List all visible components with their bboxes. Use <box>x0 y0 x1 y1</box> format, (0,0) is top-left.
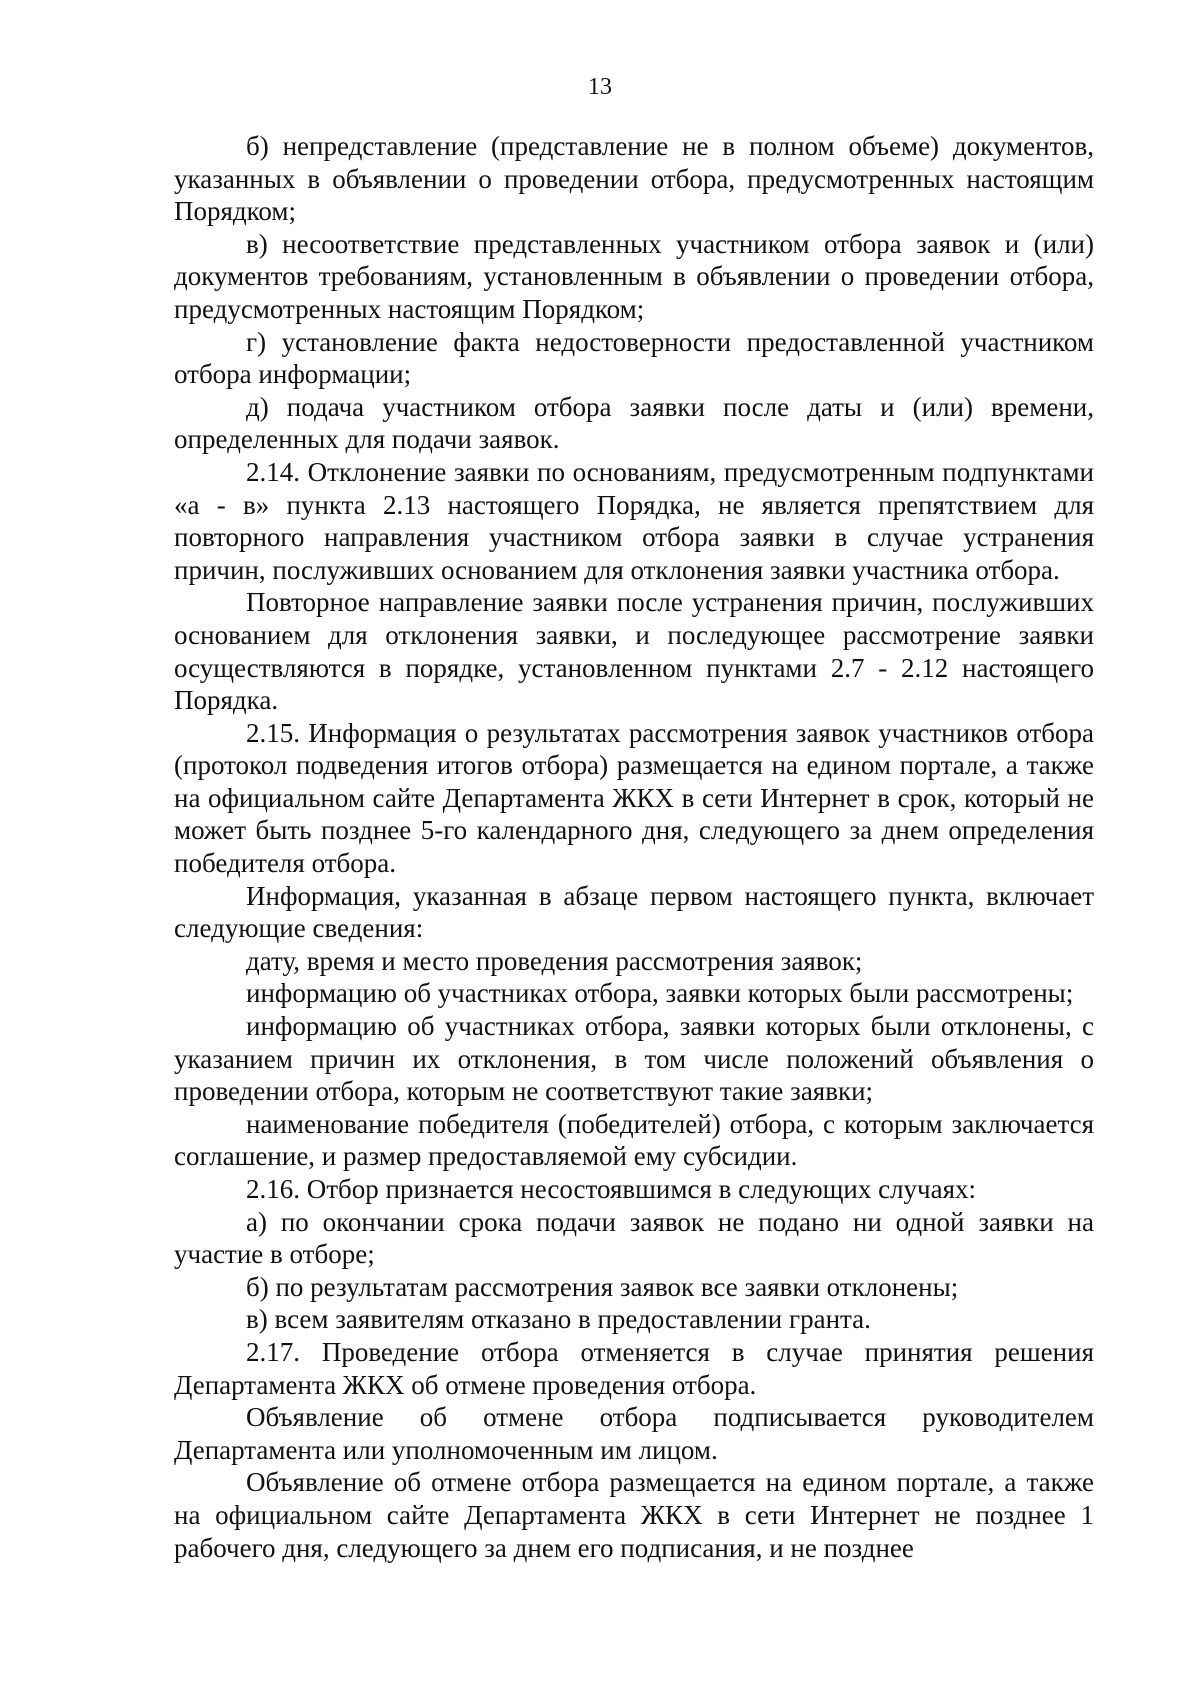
paragraph-resubmission: Повторное направление заявки после устранения причин, послуживших основанием для отклонения заявки, и последующее рассмотрение заявки осуществляются в порядке, установленном пунктами 2.7 - 2.12 настоящего Порядка. <box>174 587 1094 716</box>
paragraph-cancel-published: Объявление об отмене отбора размещается на едином портале, а также на официальном сайте Департамента ЖКХ в сети Интернет не позднее 1 рабочего дня, следующего за днем его подписания, и не позднее <box>174 1467 1094 1563</box>
paragraph-item-d: д) подача участником отбора заявки после даты и (или) времени, определенных для подачи заявок. <box>174 391 1094 455</box>
paragraph-2-14: 2.14. Отклонение заявки по основаниям, предусмотренным подпунктами «а - в» пункта 2.13 настоящего Порядка, не является препятствием для повторного направления участником отбора заявки в случае устранения причин, послуживших основанием для отклонения заявки участника отбора. <box>174 456 1094 585</box>
paragraph-2-16-v: в) всем заявителям отказано в предоставлении гранта. <box>246 1304 871 1335</box>
document-body <box>174 130 1094 1564</box>
paragraph-winner: наименование победителя (победителей) отбора, с которым заключается соглашение, и размер предоставляемой ему субсидии. <box>174 1108 1094 1172</box>
paragraph-2-16-a: а) по окончании срока подачи заявок не подано ни одной заявки на участие в отборе; <box>174 1206 1094 1270</box>
paragraph-item-g: г) установление факта недостоверности предоставленной участником отбора информации; <box>174 326 1094 390</box>
paragraph-date-time-place: дату, время и место проведения рассмотрения заявок; <box>246 945 863 976</box>
paragraph-2-16: 2.16. Отбор признается несостоявшимся в следующих случаях: <box>246 1174 977 1204</box>
paragraph-2-16-b: б) по результатам рассмотрения заявок все заявки отклонены; <box>246 1271 959 1302</box>
paragraph-cancel-signed: Объявление об отмене отбора подписывается руководителем Департамента или уполномоченным им лицом. <box>174 1402 1094 1465</box>
paragraph-item-b: б) непредставление (представление не в полном объеме) документов, указанных в объявлении о проведении отбора, предусмотренных настоящим Порядком; <box>174 131 1094 227</box>
page-number: 13 <box>588 74 612 100</box>
paragraph-rejected-participants: информацию об участниках отбора, заявки которых были отклонены, с указанием причин их отклонения, в том числе положений объявления о проведении отбора, которым не соответствуют такие заявки; <box>174 1011 1094 1107</box>
paragraph-2-15: 2.15. Информация о результатах рассмотрения заявок участников отбора (протокол подведения итогов отбора) размещается на едином портале, а также на официальном сайте Департамента ЖКХ в сети Интернет в срок, который не может быть позднее 5-го календарного дня, следующего за днем определения победителя отбора. <box>174 717 1094 879</box>
paragraph-info-includes: Информация, указанная в абзаце первом настоящего пункта, включает следующие сведения: <box>174 880 1094 944</box>
paragraph-reviewed-participants: информацию об участниках отбора, заявки которых были рассмотрены; <box>246 978 1074 1009</box>
paragraph-item-v: в) несоответствие представленных участником отбора заявок и (или) документов требованиям, установленным в объявлении о проведении отбора, предусмотренных настоящим Порядком; <box>174 228 1094 324</box>
paragraph-2-17: 2.17. Проведение отбора отменяется в случае принятия решения Департамента ЖКХ об отмене проведения отбора. <box>174 1336 1094 1400</box>
